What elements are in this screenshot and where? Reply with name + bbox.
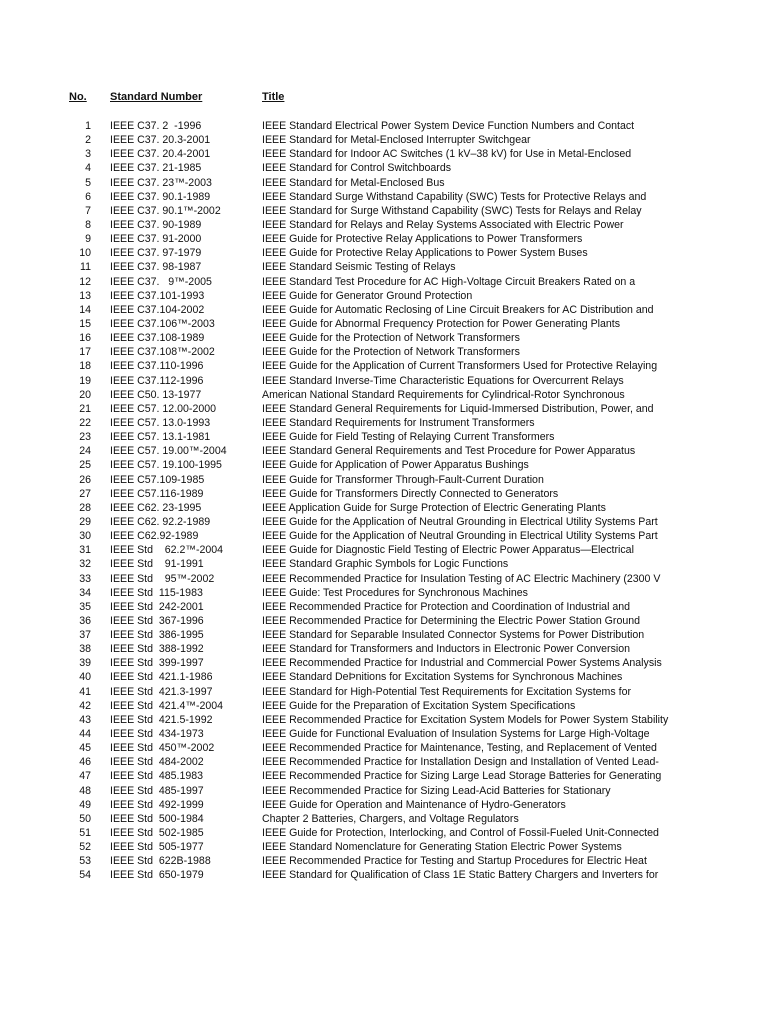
standard-title: IEEE Standard Inverse-Time Characteristic Equations for Overcurrent Relays — [262, 374, 624, 387]
table-row — [0, 416, 768, 430]
standard-number: IEEE Std 421.5-1992 — [110, 713, 213, 726]
table-row — [0, 741, 768, 755]
standard-title: IEEE Standard General Requirements and Test Procedure for Power Apparatus — [262, 445, 636, 458]
standard-number: IEEE C37. 97-1979 — [110, 247, 202, 260]
standard-title: IEEE Recommended Practice for Sizing Lead-Acid Batteries for Stationary — [262, 784, 611, 797]
standard-title: IEEE Standard for Control Switchboards — [262, 162, 452, 175]
standard-title: IEEE Recommended Practice for Installation Design and Installation of Vented Lead- — [262, 756, 659, 769]
row-number: 32 — [79, 558, 91, 571]
standard-title: IEEE Recommended Practice for Excitation System Models for Power System Stability — [262, 713, 669, 726]
standard-title: IEEE Guide for Protective Relay Applications to Power Transformers — [262, 233, 583, 246]
standard-number: IEEE Std 115-1983 — [110, 586, 203, 599]
standard-number: IEEE Std 421.4™-2004 — [110, 699, 224, 712]
table-row — [0, 727, 768, 741]
standard-number: IEEE Std 485.1983 — [110, 770, 204, 783]
row-number: 34 — [79, 586, 91, 599]
row-number: 17 — [79, 346, 91, 359]
row-number: 29 — [79, 515, 91, 528]
standard-number: IEEE Std 367-1996 — [110, 614, 204, 627]
standard-number: IEEE C50. 13-1977 — [110, 388, 202, 401]
table-row — [0, 359, 768, 373]
standard-title: IEEE Standard General Requirements for Liquid-Immersed Distribution, Power, and — [262, 402, 654, 415]
standard-title: IEEE Guide for Protection, Interlocking, and Control of Fossil-Fueled Unit-Connected — [262, 827, 659, 840]
standard-number: IEEE C62. 92.2-1989 — [110, 515, 211, 528]
standard-title: IEEE Guide for the Protection of Network Transformers — [262, 346, 520, 359]
table-row — [0, 812, 768, 826]
table-row — [0, 557, 768, 571]
standard-title: IEEE Recommended Practice for Testing and Startup Procedures for Electric Heat — [262, 855, 647, 868]
table-row — [0, 458, 768, 472]
standard-title: IEEE Standard for Metal-Enclosed Bus — [262, 176, 445, 189]
standard-number: IEEE Std 502-1985 — [110, 827, 204, 840]
standard-number: IEEE C57. 13.1-1981 — [110, 431, 211, 444]
row-number: 35 — [79, 600, 91, 613]
row-number: 48 — [79, 784, 91, 797]
table-row — [0, 769, 768, 783]
row-number: 43 — [79, 713, 91, 726]
table-row — [0, 543, 768, 557]
standard-title: IEEE Standard Requirements for Instrument Transformers — [262, 416, 535, 429]
standard-number: IEEE C37.104-2002 — [110, 303, 205, 316]
standard-title: IEEE Standard for Qualification of Class 1E Static Battery Chargers and Inverters for — [262, 869, 659, 882]
standards-table — [0, 119, 768, 883]
standard-number: IEEE Std 505-1977 — [110, 841, 204, 854]
row-number: 5 — [85, 176, 91, 189]
standard-title: IEEE Standard for Separable Insulated Connector Systems for Power Distribution — [262, 629, 645, 642]
table-row — [0, 430, 768, 444]
table-row — [0, 515, 768, 529]
standard-title: IEEE Standard Test Procedure for AC High-Voltage Circuit Breakers Rated on a — [262, 275, 636, 288]
row-number: 15 — [79, 317, 91, 330]
table-row — [0, 190, 768, 204]
table-row — [0, 628, 768, 642]
row-number: 38 — [79, 643, 91, 656]
standard-number: IEEE C62. 23-1995 — [110, 501, 202, 514]
standard-title: IEEE Standard Graphic Symbols for Logic Functions — [262, 558, 509, 571]
standard-number: IEEE Std 91-1991 — [110, 558, 204, 571]
table-row — [0, 826, 768, 840]
row-number: 20 — [79, 388, 91, 401]
standard-number: IEEE C37.106™-2003 — [110, 317, 215, 330]
table-row — [0, 218, 768, 232]
column-header-title: Title — [262, 91, 285, 103]
standard-number: IEEE Std 62.2™-2004 — [110, 544, 224, 557]
row-number: 39 — [79, 657, 91, 670]
table-row — [0, 133, 768, 147]
standard-title: IEEE Standard for Indoor AC Switches (1 kV–38 kV) for Use in Metal-Enclosed — [262, 148, 632, 161]
standard-number: IEEE C57. 19.100-1995 — [110, 459, 222, 472]
row-number: 10 — [79, 247, 91, 260]
standard-title: IEEE Standard DeÞnitions for Excitation Systems for Synchronous Machines — [262, 671, 623, 684]
standard-title: IEEE Guide for the Application of Neutral Grounding in Electrical Utility Systems Part — [262, 515, 658, 528]
table-row — [0, 670, 768, 684]
table-row — [0, 119, 768, 133]
row-number: 1 — [85, 120, 91, 132]
standard-number: IEEE C57. 13.0-1993 — [110, 416, 211, 429]
standard-title: IEEE Application Guide for Surge Protection of Electric Generating Plants — [262, 501, 606, 514]
row-number: 9 — [85, 233, 91, 246]
table-row — [0, 345, 768, 359]
standard-title: IEEE Standard Seismic Testing of Relays — [262, 261, 456, 274]
standard-title: IEEE Guide for Automatic Reclosing of Line Circuit Breakers for AC Distribution and — [262, 303, 654, 316]
standard-title: IEEE Guide for Abnormal Frequency Protection for Power Generating Plants — [262, 317, 621, 330]
row-number: 40 — [79, 671, 91, 684]
standard-number: IEEE C37.101-1993 — [110, 289, 205, 302]
table-row — [0, 317, 768, 331]
row-number: 23 — [79, 431, 91, 444]
standard-number: IEEE Std 421.1-1986 — [110, 671, 213, 684]
standard-title: IEEE Recommended Practice for Sizing Large Lead Storage Batteries for Generating — [262, 770, 662, 783]
column-header-standard-number: Standard Number — [110, 91, 203, 103]
standard-number: IEEE C37. 98-1987 — [110, 261, 202, 274]
row-number: 22 — [79, 416, 91, 429]
row-number: 36 — [79, 614, 91, 627]
row-number: 24 — [79, 445, 91, 458]
standard-number: IEEE Std 500-1984 — [110, 812, 204, 825]
table-row — [0, 473, 768, 487]
row-number: 25 — [79, 459, 91, 472]
standard-number: IEEE C37. 20.3-2001 — [110, 134, 211, 147]
standard-title: IEEE Guide for the Preparation of Excitation System Specifications — [262, 699, 576, 712]
row-number: 19 — [79, 374, 91, 387]
table-row — [0, 331, 768, 345]
row-number: 31 — [79, 544, 91, 557]
standard-title: IEEE Guide for Application of Power Apparatus Bushings — [262, 459, 529, 472]
standard-number: IEEE C37. 90.1-1989 — [110, 190, 211, 203]
row-number: 44 — [79, 728, 91, 741]
standard-number: IEEE Std 421.3-1997 — [110, 685, 213, 698]
table-row — [0, 246, 768, 260]
table-row — [0, 614, 768, 628]
table-row — [0, 529, 768, 543]
table-row — [0, 487, 768, 501]
column-header-no: No. — [69, 91, 87, 103]
row-number: 46 — [79, 756, 91, 769]
row-number: 47 — [79, 770, 91, 783]
table-row — [0, 868, 768, 882]
standard-number: IEEE Std 242-2001 — [110, 600, 204, 613]
row-number: 45 — [79, 742, 91, 755]
table-row — [0, 784, 768, 798]
standard-title: IEEE Guide for Transformers Directly Connected to Generators — [262, 487, 559, 500]
standard-title: IEEE Recommended Practice for Protection and Coordination of Industrial and — [262, 600, 631, 613]
row-number: 41 — [79, 685, 91, 698]
standard-number: IEEE C37. 90-1989 — [110, 218, 202, 231]
row-number: 18 — [79, 360, 91, 373]
standard-number: IEEE C62.92-1989 — [110, 530, 199, 543]
table-row — [0, 685, 768, 699]
standard-title: IEEE Recommended Practice for Determining the Electric Power Station Ground — [262, 614, 641, 627]
standard-number: IEEE Std 388-1992 — [110, 643, 204, 656]
row-number: 6 — [85, 190, 91, 203]
standard-number: IEEE Std 450™-2002 — [110, 742, 215, 755]
standard-number: IEEE Std 485-1997 — [110, 784, 204, 797]
standard-number: IEEE C37.108-1989 — [110, 332, 205, 345]
standard-number: IEEE Std 622B-1988 — [110, 855, 211, 868]
standard-title: IEEE Guide: Test Procedures for Synchronous Machines — [262, 586, 528, 599]
table-row — [0, 586, 768, 600]
row-number: 11 — [80, 261, 91, 274]
standard-title: IEEE Guide for the Application of Current Transformers Used for Protective Relaying — [262, 360, 658, 373]
row-number: 8 — [85, 218, 91, 231]
standard-title: IEEE Recommended Practice for Industrial and Commercial Power Systems Analysis — [262, 657, 662, 670]
row-number: 54 — [79, 869, 91, 882]
table-row — [0, 572, 768, 586]
row-number: 3 — [85, 148, 91, 161]
standard-title: Chapter 2 Batteries, Chargers, and Voltage Regulators — [262, 812, 519, 825]
row-number: 33 — [79, 572, 91, 585]
row-number: 13 — [79, 289, 91, 302]
standard-number: IEEE C37. 23™-2003 — [110, 176, 212, 189]
row-number: 51 — [79, 827, 91, 840]
table-row — [0, 755, 768, 769]
standard-number: IEEE C37.108™-2002 — [110, 346, 215, 359]
standard-number: IEEE C57. 12.00-2000 — [110, 402, 217, 415]
table-row — [0, 402, 768, 416]
row-number: 28 — [79, 501, 91, 514]
table-row — [0, 642, 768, 656]
standard-title: IEEE Standard Electrical Power System Device Function Numbers and Contact — [262, 120, 635, 132]
standard-number: IEEE Std 484-2002 — [110, 756, 204, 769]
table-row — [0, 501, 768, 515]
table-row — [0, 303, 768, 317]
row-number: 42 — [79, 699, 91, 712]
standard-title: IEEE Guide for the Application of Neutral Grounding in Electrical Utility Systems Part — [262, 530, 658, 543]
table-row — [0, 260, 768, 274]
table-row — [0, 699, 768, 713]
table-row — [0, 656, 768, 670]
standard-number: IEEE Std 95™-2002 — [110, 572, 215, 585]
standard-title: IEEE Standard Surge Withstand Capability (SWC) Tests for Protective Relays and — [262, 190, 647, 203]
row-number: 49 — [79, 798, 91, 811]
standard-title: IEEE Recommended Practice for Maintenance, Testing, and Replacement of Vented — [262, 742, 657, 755]
standard-title: American National Standard Requirements for Cylindrical-Rotor Synchronous — [262, 388, 625, 401]
standard-title: IEEE Standard for High-Potential Test Requirements for Excitation Systems for — [262, 685, 631, 698]
row-number: 14 — [79, 303, 91, 316]
row-number: 53 — [79, 855, 91, 868]
table-row — [0, 147, 768, 161]
standard-number: IEEE C37.112-1996 — [110, 374, 204, 387]
row-number: 52 — [79, 841, 91, 854]
table-row — [0, 854, 768, 868]
standard-number: IEEE Std 650-1979 — [110, 869, 204, 882]
table-row — [0, 388, 768, 402]
row-number: 7 — [85, 204, 91, 217]
row-number: 21 — [79, 402, 91, 415]
table-row — [0, 713, 768, 727]
standard-number: IEEE Std 434-1973 — [110, 728, 204, 741]
table-row — [0, 600, 768, 614]
standard-number: IEEE C57. 19.00™-2004 — [110, 445, 227, 458]
table-row — [0, 176, 768, 190]
standard-title: IEEE Standard Nomenclature for Generating Station Electric Power Systems — [262, 841, 622, 854]
standard-title: IEEE Guide for Field Testing of Relaying Current Transformers — [262, 431, 555, 444]
table-row — [0, 444, 768, 458]
standard-number: IEEE C37. 9™-2005 — [110, 275, 212, 288]
table-row — [0, 798, 768, 812]
standard-number: IEEE C37. 21-1985 — [110, 162, 202, 175]
standard-number: IEEE C37.110-1996 — [110, 360, 204, 373]
table-row — [0, 204, 768, 218]
standard-number: IEEE Std 492-1999 — [110, 798, 204, 811]
standard-title: IEEE Standard for Surge Withstand Capability (SWC) Tests for Relays and Relay — [262, 204, 642, 217]
row-number: 4 — [85, 162, 91, 175]
table-row — [0, 374, 768, 388]
standard-number: IEEE Std 386-1995 — [110, 629, 204, 642]
standard-title: IEEE Guide for Generator Ground Protection — [262, 289, 473, 302]
standard-number: IEEE C57.109-1985 — [110, 473, 205, 486]
standard-number: IEEE C37. 91-2000 — [110, 233, 202, 246]
standard-title: IEEE Recommended Practice for Insulation Testing of AC Electric Machinery (2300 V — [262, 572, 661, 585]
row-number: 16 — [79, 332, 91, 345]
row-number: 50 — [79, 812, 91, 825]
standard-title: IEEE Guide for the Protection of Network Transformers — [262, 332, 520, 345]
standard-title: IEEE Standard for Metal-Enclosed Interrupter Switchgear — [262, 134, 531, 147]
row-number: 27 — [79, 487, 91, 500]
table-row — [0, 840, 768, 854]
standard-title: IEEE Guide for Transformer Through-Fault-Current Duration — [262, 473, 544, 486]
standard-title: IEEE Guide for Functional Evaluation of Insulation Systems for Large High-Voltage — [262, 728, 650, 741]
standard-number: IEEE C37. 2 -1996 — [110, 120, 202, 132]
table-row — [0, 289, 768, 303]
standard-title: IEEE Guide for Protective Relay Applications to Power System Buses — [262, 247, 588, 260]
standard-title: IEEE Guide for Diagnostic Field Testing of Electric Power Apparatus—Electrical — [262, 544, 634, 557]
row-number: 26 — [79, 473, 91, 486]
table-row — [0, 161, 768, 175]
standard-title: IEEE Guide for Operation and Maintenance of Hydro-Generators — [262, 798, 566, 811]
standard-title: IEEE Standard for Relays and Relay Systems Associated with Electric Power — [262, 218, 624, 231]
table-row — [0, 232, 768, 246]
row-number: 2 — [85, 134, 91, 147]
standard-number: IEEE C37. 90.1™-2002 — [110, 204, 221, 217]
standard-number: IEEE C57.116-1989 — [110, 487, 204, 500]
standard-title: IEEE Standard for Transformers and Inductors in Electronic Power Conversion — [262, 643, 631, 656]
row-number: 37 — [79, 629, 91, 642]
standard-number: IEEE C37. 20.4-2001 — [110, 148, 211, 161]
row-number: 12 — [79, 275, 91, 288]
table-row — [0, 275, 768, 289]
row-number: 30 — [79, 530, 91, 543]
standard-number: IEEE Std 399-1997 — [110, 657, 204, 670]
